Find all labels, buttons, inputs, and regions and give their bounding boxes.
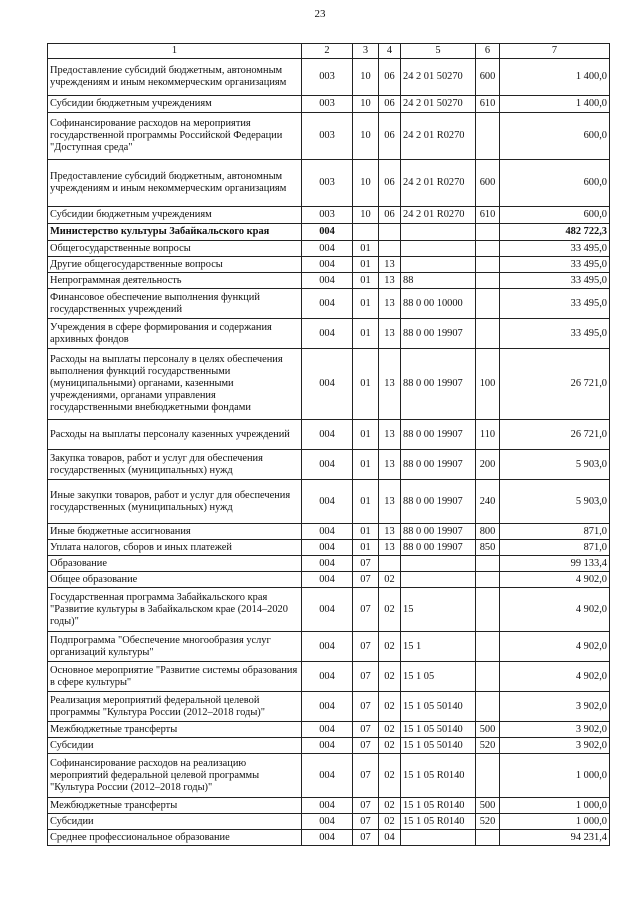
cell-name: Субсидии бюджетным учреждениям — [48, 207, 302, 224]
cell-name: Межбюджетные трансферты — [48, 798, 302, 814]
header-cell-2: 2 — [302, 44, 353, 59]
cell-vr — [476, 319, 500, 349]
table-row — [48, 692, 610, 722]
table-row — [48, 241, 610, 257]
cell-adm: 003 — [302, 207, 353, 224]
cell-sum: 94 231,4 — [500, 830, 610, 846]
cell-pr: 06 — [379, 113, 401, 160]
cell-rz: 07 — [353, 738, 379, 754]
cell-vr: 110 — [476, 420, 500, 450]
cell-rz: 01 — [353, 319, 379, 349]
cell-vr: 240 — [476, 480, 500, 524]
table-row — [48, 814, 610, 830]
cell-adm: 004 — [302, 830, 353, 846]
table-row — [48, 738, 610, 754]
cell-pr: 02 — [379, 692, 401, 722]
cell-name: Учреждения в сфере формирования и содержания архивных фондов — [48, 319, 302, 349]
cell-vr: 600 — [476, 160, 500, 207]
cell-name: Межбюджетные трансферты — [48, 722, 302, 738]
cell-sum: 871,0 — [500, 540, 610, 556]
cell-sum: 3 902,0 — [500, 738, 610, 754]
cell-csr: 88 0 00 19907 — [401, 540, 476, 556]
cell-csr: 88 0 00 19907 — [401, 480, 476, 524]
cell-adm: 004 — [302, 273, 353, 289]
cell-sum: 5 903,0 — [500, 480, 610, 524]
cell-sum: 99 133,4 — [500, 556, 610, 572]
cell-adm: 004 — [302, 224, 353, 241]
cell-vr: 610 — [476, 207, 500, 224]
cell-sum: 4 902,0 — [500, 572, 610, 588]
cell-name: Субсидии — [48, 738, 302, 754]
cell-sum: 1 000,0 — [500, 814, 610, 830]
cell-adm: 004 — [302, 257, 353, 273]
cell-vr — [476, 830, 500, 846]
cell-name: Другие общегосударственные вопросы — [48, 257, 302, 273]
cell-vr: 500 — [476, 798, 500, 814]
cell-name: Среднее профессиональное образование — [48, 830, 302, 846]
cell-name: Софинансирование расходов на реализацию мероприятий федеральной целевой программы "Культура России (2012–2018 годы)" — [48, 754, 302, 798]
cell-name: Иные закупки товаров, работ и услуг для обеспечения государственных (муниципальных) нужд — [48, 480, 302, 524]
cell-name: Субсидии бюджетным учреждениям — [48, 96, 302, 113]
cell-vr — [476, 572, 500, 588]
cell-name: Расходы на выплаты персоналу казенных учреждений — [48, 420, 302, 450]
cell-pr: 13 — [379, 319, 401, 349]
cell-pr: 13 — [379, 349, 401, 420]
cell-name: Общее образование — [48, 572, 302, 588]
cell-vr — [476, 273, 500, 289]
cell-vr — [476, 692, 500, 722]
cell-csr: 24 2 01 R0270 — [401, 113, 476, 160]
cell-csr: 15 1 05 50140 — [401, 738, 476, 754]
table-row — [48, 722, 610, 738]
cell-pr: 13 — [379, 540, 401, 556]
cell-pr: 02 — [379, 798, 401, 814]
cell-rz: 10 — [353, 59, 379, 96]
cell-name: Субсидии — [48, 814, 302, 830]
page-number: 23 — [314, 8, 326, 20]
cell-rz: 01 — [353, 420, 379, 450]
cell-pr: 06 — [379, 160, 401, 207]
cell-rz: 01 — [353, 540, 379, 556]
cell-adm: 004 — [302, 814, 353, 830]
table-row — [48, 572, 610, 588]
table-row — [48, 349, 610, 420]
cell-vr — [476, 289, 500, 319]
cell-csr: 88 0 00 10000 — [401, 289, 476, 319]
table-row — [48, 273, 610, 289]
table-row — [48, 207, 610, 224]
cell-sum: 600,0 — [500, 207, 610, 224]
header-cell-1: 1 — [48, 44, 302, 59]
cell-pr: 02 — [379, 814, 401, 830]
cell-vr — [476, 632, 500, 662]
cell-csr — [401, 572, 476, 588]
cell-sum: 482 722,3 — [500, 224, 610, 241]
cell-pr: 02 — [379, 588, 401, 632]
cell-name: Подпрограмма "Обеспечение многообразия услуг организаций культуры" — [48, 632, 302, 662]
table-row — [48, 59, 610, 96]
cell-rz: 01 — [353, 273, 379, 289]
cell-sum: 26 721,0 — [500, 420, 610, 450]
cell-rz: 01 — [353, 349, 379, 420]
cell-sum: 1 000,0 — [500, 754, 610, 798]
cell-rz: 07 — [353, 556, 379, 572]
cell-sum: 33 495,0 — [500, 289, 610, 319]
cell-adm: 003 — [302, 96, 353, 113]
cell-pr: 13 — [379, 524, 401, 540]
table-row — [48, 450, 610, 480]
cell-rz: 01 — [353, 257, 379, 273]
cell-pr: 13 — [379, 273, 401, 289]
cell-sum: 5 903,0 — [500, 450, 610, 480]
table-row — [48, 420, 610, 450]
cell-vr: 200 — [476, 450, 500, 480]
cell-rz: 07 — [353, 830, 379, 846]
cell-adm: 004 — [302, 738, 353, 754]
table-row — [48, 798, 610, 814]
table-row — [48, 588, 610, 632]
cell-name: Закупка товаров, работ и услуг для обеспечения государственных (муниципальных) нужд — [48, 450, 302, 480]
cell-rz: 01 — [353, 289, 379, 319]
header-cell-3: 3 — [353, 44, 379, 59]
header-cell-6: 6 — [476, 44, 500, 59]
cell-name: Государственная программа Забайкальского края "Развитие культуры в Забайкальском крае (2014–2020 годы)" — [48, 588, 302, 632]
cell-adm: 004 — [302, 540, 353, 556]
cell-pr — [379, 241, 401, 257]
cell-pr: 13 — [379, 480, 401, 524]
cell-csr: 15 1 05 — [401, 662, 476, 692]
cell-name: Министерство культуры Забайкальского края — [48, 224, 302, 241]
cell-name: Уплата налогов, сборов и иных платежей — [48, 540, 302, 556]
header-row — [48, 44, 610, 59]
cell-rz: 07 — [353, 814, 379, 830]
cell-name: Расходы на выплаты персоналу в целях обеспечения выполнения функций государственными (муниципальными) органами, казенными учреждениями, органами управления государственными внебюджетными фондами — [48, 349, 302, 420]
cell-adm: 004 — [302, 632, 353, 662]
cell-csr: 15 1 05 50140 — [401, 722, 476, 738]
cell-sum: 4 902,0 — [500, 588, 610, 632]
cell-sum: 1 000,0 — [500, 798, 610, 814]
cell-rz — [353, 224, 379, 241]
cell-sum: 1 400,0 — [500, 96, 610, 113]
cell-csr: 88 — [401, 273, 476, 289]
cell-adm: 003 — [302, 59, 353, 96]
cell-rz: 01 — [353, 480, 379, 524]
budget-table — [47, 43, 610, 846]
cell-csr: 15 1 — [401, 632, 476, 662]
cell-adm: 004 — [302, 319, 353, 349]
header-cell-4: 4 — [379, 44, 401, 59]
cell-csr: 15 1 05 R0140 — [401, 814, 476, 830]
cell-csr — [401, 241, 476, 257]
cell-adm: 004 — [302, 722, 353, 738]
cell-rz: 07 — [353, 798, 379, 814]
cell-sum: 4 902,0 — [500, 632, 610, 662]
table-row — [48, 754, 610, 798]
cell-vr — [476, 556, 500, 572]
cell-adm: 004 — [302, 524, 353, 540]
table-row — [48, 524, 610, 540]
table-row — [48, 257, 610, 273]
cell-pr: 02 — [379, 572, 401, 588]
cell-adm: 004 — [302, 556, 353, 572]
cell-rz: 10 — [353, 113, 379, 160]
cell-name: Образование — [48, 556, 302, 572]
cell-csr: 24 2 01 50270 — [401, 59, 476, 96]
cell-sum: 33 495,0 — [500, 257, 610, 273]
cell-csr: 88 0 00 19907 — [401, 524, 476, 540]
cell-sum: 4 902,0 — [500, 662, 610, 692]
cell-adm: 004 — [302, 662, 353, 692]
cell-rz: 07 — [353, 588, 379, 632]
cell-csr: 88 0 00 19907 — [401, 450, 476, 480]
cell-pr: 06 — [379, 207, 401, 224]
cell-vr — [476, 662, 500, 692]
cell-rz: 01 — [353, 241, 379, 257]
cell-rz: 10 — [353, 96, 379, 113]
cell-name: Иные бюджетные ассигнования — [48, 524, 302, 540]
cell-csr: 24 2 01 50270 — [401, 96, 476, 113]
cell-name: Общегосударственные вопросы — [48, 241, 302, 257]
table-row — [48, 830, 610, 846]
cell-adm: 003 — [302, 113, 353, 160]
cell-vr — [476, 588, 500, 632]
cell-csr — [401, 830, 476, 846]
cell-csr — [401, 224, 476, 241]
cell-csr: 88 0 00 19907 — [401, 349, 476, 420]
cell-sum: 3 902,0 — [500, 692, 610, 722]
cell-pr: 13 — [379, 450, 401, 480]
cell-name: Софинансирование расходов на мероприятия государственной программы Российской Федерации "Доступная среда" — [48, 113, 302, 160]
cell-vr: 850 — [476, 540, 500, 556]
cell-pr: 02 — [379, 632, 401, 662]
cell-rz: 10 — [353, 207, 379, 224]
table-row — [48, 540, 610, 556]
cell-name: Финансовое обеспечение выполнения функций государственных учреждений — [48, 289, 302, 319]
cell-sum: 33 495,0 — [500, 273, 610, 289]
cell-pr: 13 — [379, 420, 401, 450]
cell-adm: 004 — [302, 692, 353, 722]
cell-sum: 26 721,0 — [500, 349, 610, 420]
table-row — [48, 556, 610, 572]
table-row — [48, 632, 610, 662]
cell-sum: 871,0 — [500, 524, 610, 540]
cell-vr: 800 — [476, 524, 500, 540]
header-cell-7: 7 — [500, 44, 610, 59]
cell-csr — [401, 556, 476, 572]
table-row — [48, 289, 610, 319]
table-row — [48, 480, 610, 524]
cell-vr: 520 — [476, 738, 500, 754]
cell-sum: 33 495,0 — [500, 241, 610, 257]
cell-adm: 004 — [302, 241, 353, 257]
table-row — [48, 224, 610, 241]
cell-csr: 88 0 00 19907 — [401, 420, 476, 450]
cell-pr: 02 — [379, 754, 401, 798]
cell-csr — [401, 257, 476, 273]
cell-pr: 06 — [379, 96, 401, 113]
cell-adm: 004 — [302, 450, 353, 480]
cell-vr: 500 — [476, 722, 500, 738]
cell-name: Предоставление субсидий бюджетным, автономным учреждениям и иным некоммерческим организациям — [48, 160, 302, 207]
cell-name: Непрограммная деятельность — [48, 273, 302, 289]
cell-csr: 24 2 01 R0270 — [401, 160, 476, 207]
cell-name: Реализация мероприятий федеральной целевой программы "Культура России (2012–2018 годы)" — [48, 692, 302, 722]
cell-rz: 10 — [353, 160, 379, 207]
cell-rz: 07 — [353, 662, 379, 692]
cell-pr — [379, 224, 401, 241]
cell-adm: 003 — [302, 160, 353, 207]
cell-vr — [476, 224, 500, 241]
cell-rz: 07 — [353, 754, 379, 798]
cell-rz: 07 — [353, 722, 379, 738]
cell-pr: 13 — [379, 257, 401, 273]
cell-vr: 520 — [476, 814, 500, 830]
cell-csr: 88 0 00 19907 — [401, 319, 476, 349]
cell-sum: 1 400,0 — [500, 59, 610, 96]
cell-pr: 04 — [379, 830, 401, 846]
cell-adm: 004 — [302, 754, 353, 798]
cell-pr: 06 — [379, 59, 401, 96]
table-row — [48, 160, 610, 207]
cell-adm: 004 — [302, 289, 353, 319]
cell-csr: 15 1 05 R0140 — [401, 754, 476, 798]
cell-vr — [476, 241, 500, 257]
table-row — [48, 319, 610, 349]
cell-rz: 07 — [353, 632, 379, 662]
cell-vr: 100 — [476, 349, 500, 420]
cell-rz: 01 — [353, 524, 379, 540]
cell-adm: 004 — [302, 798, 353, 814]
cell-pr: 13 — [379, 289, 401, 319]
cell-rz: 01 — [353, 450, 379, 480]
cell-name: Основное мероприятие "Развитие системы образования в сфере культуры" — [48, 662, 302, 692]
cell-adm: 004 — [302, 420, 353, 450]
cell-name: Предоставление субсидий бюджетным, автономным учреждениям и иным некоммерческим организациям — [48, 59, 302, 96]
cell-sum: 3 902,0 — [500, 722, 610, 738]
cell-sum: 600,0 — [500, 113, 610, 160]
table-row — [48, 113, 610, 160]
cell-rz: 07 — [353, 692, 379, 722]
cell-csr: 15 1 05 50140 — [401, 692, 476, 722]
cell-pr: 02 — [379, 662, 401, 692]
cell-csr: 15 — [401, 588, 476, 632]
cell-sum: 600,0 — [500, 160, 610, 207]
cell-pr: 02 — [379, 722, 401, 738]
cell-sum: 33 495,0 — [500, 319, 610, 349]
cell-adm: 004 — [302, 349, 353, 420]
cell-vr: 600 — [476, 59, 500, 96]
cell-rz: 07 — [353, 572, 379, 588]
table-row — [48, 96, 610, 113]
cell-vr — [476, 113, 500, 160]
cell-vr — [476, 754, 500, 798]
cell-vr: 610 — [476, 96, 500, 113]
header-cell-5: 5 — [401, 44, 476, 59]
cell-vr — [476, 257, 500, 273]
cell-csr: 15 1 05 R0140 — [401, 798, 476, 814]
cell-pr: 02 — [379, 738, 401, 754]
cell-adm: 004 — [302, 588, 353, 632]
cell-adm: 004 — [302, 480, 353, 524]
cell-csr: 24 2 01 R0270 — [401, 207, 476, 224]
table-row — [48, 662, 610, 692]
cell-adm: 004 — [302, 572, 353, 588]
cell-pr — [379, 556, 401, 572]
